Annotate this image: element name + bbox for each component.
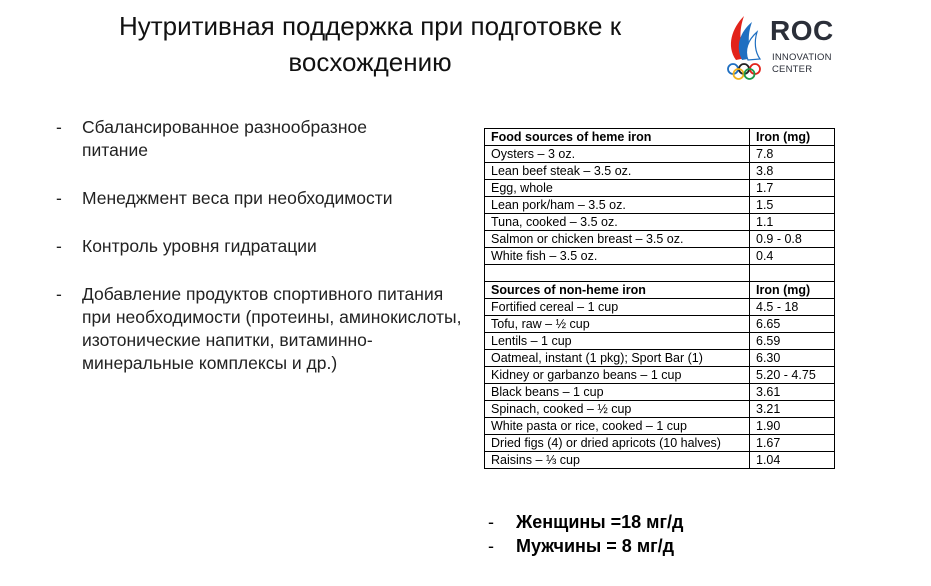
bullet-text: Менеджмент веса при необходимости [82,188,393,208]
bullet-item [56,283,467,375]
bullet-marker: - [56,117,62,137]
food-cell: Dried figs (4) or dried apricots (10 halves) [485,435,750,452]
bullet-marker: - [488,512,494,532]
bullet-text: Добавление продуктов спортивного питания при необходимости (протеины, аминокислоты, изотонические напитки, витаминно-минеральные комплексы и др.) [82,284,462,373]
slide-title-line-1: Нутритивная поддержка при подготовке к [118,11,622,41]
food-cell: Egg, whole [485,180,750,197]
table-row [485,316,835,333]
iron-cell: 4.5 - 18 [750,299,835,316]
food-cell: Lean beef steak – 3.5 oz. [485,163,750,180]
iron-cell: 3.8 [750,163,835,180]
iron-cell: 1.5 [750,197,835,214]
slide-title-line-2: восхождению [288,47,452,77]
slide-title [40,8,700,80]
iron-requirements-list [488,510,683,558]
bullet-item [56,116,422,162]
bullet-list [56,116,462,400]
table-row [485,180,835,197]
bullet-text: Сбалансированное разнообразное питание [82,117,367,160]
iron-cell: 1.1 [750,214,835,231]
table-row [485,197,835,214]
table-row [485,418,835,435]
empty-cell [485,265,750,282]
table-row [485,146,835,163]
table-row [485,163,835,180]
food-cell: Lean pork/ham – 3.5 oz. [485,197,750,214]
iron-cell: 0.4 [750,248,835,265]
requirement-text: Женщины =18 мг/д [516,512,684,532]
food-cell: Spinach, cooked – ½ cup [485,401,750,418]
food-cell: Tofu, raw – ½ cup [485,316,750,333]
empty-cell [750,265,835,282]
food-cell: Lentils – 1 cup [485,333,750,350]
iron-sources-table [484,128,835,469]
food-cell: Tuna, cooked – 3.5 oz. [485,214,750,231]
table-row [485,350,835,367]
food-cell: Salmon or chicken breast – 3.5 oz. [485,231,750,248]
iron-cell: 6.30 [750,350,835,367]
iron-cell: 3.21 [750,401,835,418]
bullet-item [56,235,456,258]
food-cell: Raisins – ⅓ cup [485,452,750,469]
table-row [485,367,835,384]
requirement-text: Мужчины = 8 мг/д [516,536,675,556]
heme-header-food: Food sources of heme iron [485,129,750,146]
food-cell: Fortified cereal – 1 cup [485,299,750,316]
iron-cell: 1.7 [750,180,835,197]
logo-subtitle-line-1: INNOVATION [772,52,832,63]
table-row [485,248,835,265]
iron-cell: 1.90 [750,418,835,435]
table-row [485,333,835,350]
nonheme-header-row [485,282,835,299]
table-row [485,401,835,418]
spacer-row [485,265,835,282]
iron-cell: 3.61 [750,384,835,401]
table-row [485,384,835,401]
iron-cell: 0.9 - 0.8 [750,231,835,248]
bullet-marker: - [488,536,494,556]
food-cell: White pasta or rice, cooked – 1 cup [485,418,750,435]
iron-cell: 6.59 [750,333,835,350]
heme-header-row [485,129,835,146]
food-cell: White fish – 3.5 oz. [485,248,750,265]
table-row [485,435,835,452]
table-row [485,231,835,248]
iron-cell: 1.04 [750,452,835,469]
iron-cell: 7.8 [750,146,835,163]
bullet-text: Контроль уровня гидратации [82,236,317,256]
requirement-item-women [488,510,683,534]
table-row [485,214,835,231]
logo-subtitle-line-2: CENTER [772,64,813,75]
food-cell: Black beans – 1 cup [485,384,750,401]
roc-innovation-center-logo [722,12,852,82]
table-row [485,452,835,469]
heme-header-iron: Iron (mg) [750,129,835,146]
bullet-item [56,187,456,210]
iron-cell: 5.20 - 4.75 [750,367,835,384]
food-cell: Kidney or garbanzo beans – 1 cup [485,367,750,384]
food-cell: Oysters – 3 oz. [485,146,750,163]
bullet-marker: - [56,188,62,208]
logo-roc-text: ROC [770,15,834,46]
bullet-marker: - [56,284,62,304]
iron-cell: 6.65 [750,316,835,333]
requirement-item-men [488,534,683,558]
food-cell: Oatmeal, instant (1 pkg); Sport Bar (1) [485,350,750,367]
nonheme-header-food: Sources of non-heme iron [485,282,750,299]
nonheme-header-iron: Iron (mg) [750,282,835,299]
table-row [485,299,835,316]
logo-subtitle [772,52,832,76]
bullet-marker: - [56,236,62,256]
iron-cell: 1.67 [750,435,835,452]
